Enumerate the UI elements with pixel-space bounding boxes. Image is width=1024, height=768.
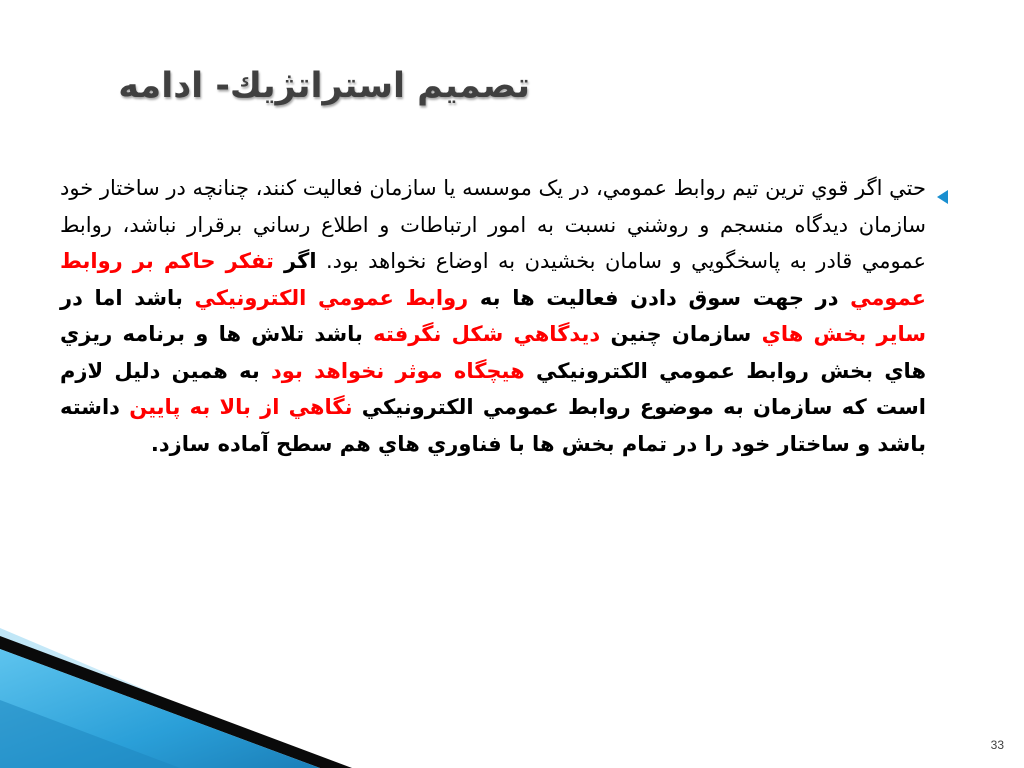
decor-black-stripe: [0, 636, 352, 768]
body-text-segment: حتي اگر قوي ترين تيم روابط عمومي، در يک موسسه يا سازمان فعاليت کنند، چنانچه در ساختار خود سازمان ديدگاه منسجم و روشني نسبت به امور ارتباطات و اطلاع رساني برقرار نباشد، روابط عمومي قادر به پاسخگويي و سامان بخشيدن به اوضاع نخواهد بود.: [60, 176, 926, 273]
decor-light-band: [0, 628, 330, 768]
highlight-text: هيچگاه موثر نخواهد بود: [271, 358, 525, 383]
body-text-segment: باشد اما در: [60, 285, 195, 310]
highlight-text: ديدگاهي شکل نگرفته: [373, 322, 601, 346]
page-number: 33: [990, 738, 1004, 752]
highlight-text: تفکر حاکم بر روابط عمومي: [60, 249, 926, 310]
decor-blue-wedge: [0, 649, 320, 768]
body-text-segment: به همين دليل لازم است که سازمان به موضوع روابط عمومي الکترونيکي: [60, 358, 926, 419]
highlight-text: نگاهي از بالا به پايين: [129, 395, 353, 419]
slide-title: تصميم استراتژيك- ادامه: [118, 66, 530, 106]
body-text-segment: در جهت سوق دادن فعاليت ها به: [468, 285, 851, 310]
highlight-text: ساير بخش هاي: [761, 322, 926, 346]
highlight-text: روابط عمومي الکترونيکي: [194, 285, 469, 310]
body-text-segment: سازمان چنين: [600, 322, 762, 346]
body-text-segment: اگر: [273, 249, 317, 273]
body-text-segment: باشد تلاش ها و برنامه ريزي هاي بخش روابط عمومي الکترونيکي: [60, 322, 927, 383]
body-text-segment: داشته باشد و ساختار خود را در تمام بخش ها با فناوري هاي هم سطح آماده سازد.: [60, 395, 926, 456]
body-paragraph: [60, 170, 926, 462]
bullet-arrow-icon: [937, 190, 948, 204]
decor-dark-edge: [0, 700, 180, 768]
